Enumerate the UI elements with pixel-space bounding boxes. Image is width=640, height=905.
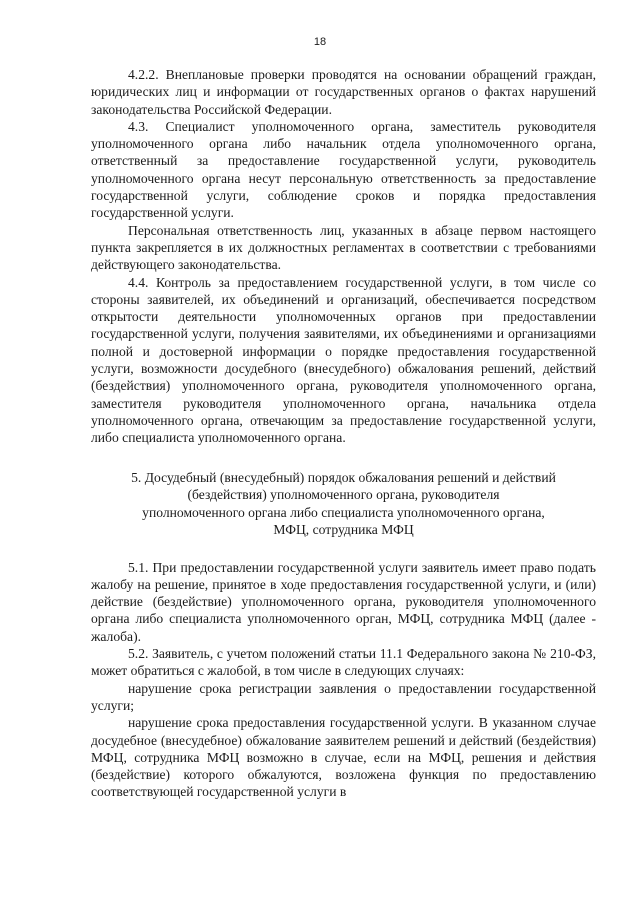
paragraph-4-2-2: 4.2.2. Внеплановые проверки проводятся на основании обращений граждан, юридических лиц и информации от государственных органов о фактах нарушений законодательства Российской Федерации.	[91, 67, 596, 117]
section-5-heading-line: (бездействия) уполномоченного органа, руководителя	[187, 487, 500, 503]
paragraph-personal-responsibility: Персональная ответственность лиц, указанных в абзаце первом настоящего пункта закрепляется в их должностных регламентах в соответствии с требованиями действующего законодательства.	[91, 222, 596, 273]
paragraph-4-4: 4.4. Контроль за предоставлением государственной услуги, в том числе со стороны заявителей, их объединений и организаций, обеспечивается посредством открытости деятельности уполномоченных органов при предоставлении государственной услуги, получения заявителями, их объединениями и организациями полной и достоверной информации о порядке предоставления государственной услуги, возможности досудебного (внесудебного) обжалования решений, действий (бездействия) уполномоченного органа, руководителя уполномоченного органа, заместителя руководителя уполномоченного органа, начальника отдела уполномоченного органа, отвечающим за предоставление государственной услуги, либо специалиста уполномоченного органа.	[91, 274, 596, 446]
section-5-heading-line: МФЦ, сотрудника МФЦ	[273, 522, 414, 538]
paragraph-5-1: 5.1. При предоставлении государственной услуги заявитель имеет право подать жалобу на решение, принятое в ходе предоставления государственной услуги, и (или) действие (бездействие) уполномоченного органа, руководителя уполномоченного органа либо специалиста уполномоченного орган, МФЦ, сотрудника МФЦ (далее - жалоба).	[91, 559, 596, 644]
paragraph-5-2: 5.2. Заявитель, с учетом положений статьи 11.1 Федерального закона № 210-ФЗ, может обратиться с жалобой, в том числе в следующих случаях:	[91, 646, 596, 679]
paragraph-4-3: 4.3. Специалист уполномоченного органа, заместитель руководителя уполномоченного органа либо начальник отдела уполномоченного органа, ответственный за предоставление государственной услуги, руководитель уполномоченного органа несут персональную ответственность за предоставление государственной услуги, соблюдение сроков и порядка предоставления государственной услуги.	[91, 118, 596, 221]
section-5-heading-line: уполномоченного органа либо специалиста уполномоченного органа,	[142, 504, 545, 520]
section-5-heading	[91, 469, 596, 539]
paragraph-case-registration: нарушение срока регистрации заявления о предоставлении государственной услуги;	[91, 680, 596, 713]
section-5-heading-line: 5. Досудебный (внесудебный) порядок обжалования решений и действий	[131, 469, 556, 485]
document-body	[91, 66, 596, 801]
paragraph-case-service-term: нарушение срока предоставления государственной услуги. В указанном случае досудебное (внесудебное) обжалование заявителем решений и действий (бездействия) МФЦ, сотрудника МФЦ возможно в случае, если на МФЦ, решения и действия (бездействие) которого обжалуются, возложена функция по предоставлению соответствующей государственной услуги в	[91, 715, 596, 800]
page-number: 18	[313, 36, 327, 48]
